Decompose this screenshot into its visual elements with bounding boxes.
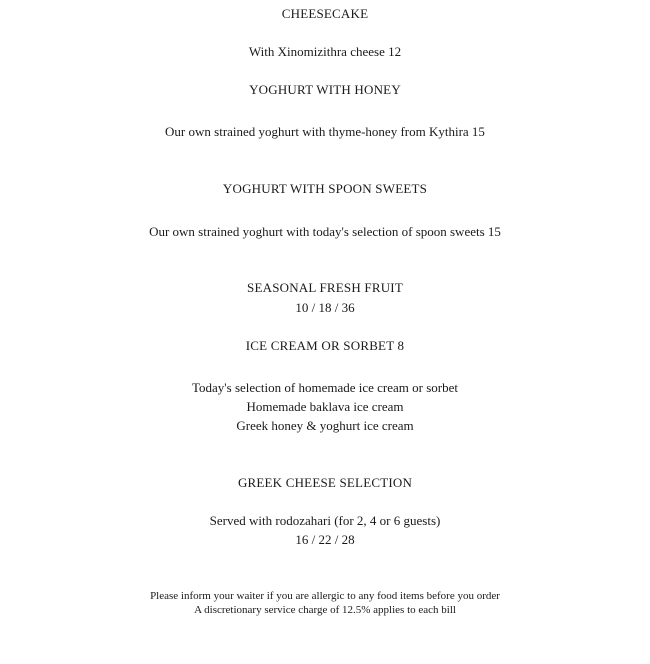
allergy-notice: Please inform your waiter if you are allergic to any food items before you order	[150, 590, 500, 602]
service-charge-notice: A discretionary service charge of 12.5% applies to each bill	[194, 604, 456, 616]
section-title-yoghurt-spoon-sweets: YOGHURT WITH SPOON SWEETS	[222, 181, 428, 196]
section-title-fresh-fruit: SEASONAL FRESH FRUIT	[247, 280, 403, 295]
item-prices: 16 / 22 / 28	[295, 532, 355, 547]
item-description: Greek honey & yoghurt ice cream	[236, 418, 414, 433]
section-title-cheesecake: CHEESECAKE	[281, 6, 369, 21]
item-description: Homemade baklava ice cream	[246, 399, 404, 414]
section-title-ice-cream: ICE CREAM OR SORBET 8	[245, 338, 405, 353]
item-description: Today's selection of homemade ice cream or sorbet	[191, 380, 459, 395]
section-title-yoghurt-honey: YOGHURT WITH HONEY	[249, 82, 401, 97]
section-title-greek-cheese: GREEK CHEESE SELECTION	[237, 475, 413, 490]
item-prices: 10 / 18 / 36	[295, 300, 355, 315]
item-description: Our own strained yoghurt with thyme-honey from Kythira 15	[165, 124, 485, 139]
item-description: Served with rodozahari (for 2, 4 or 6 guests)	[209, 513, 441, 528]
item-description: With Xinomizithra cheese 12	[248, 44, 402, 59]
item-description: Our own strained yoghurt with today's selection of spoon sweets 15	[149, 224, 501, 239]
